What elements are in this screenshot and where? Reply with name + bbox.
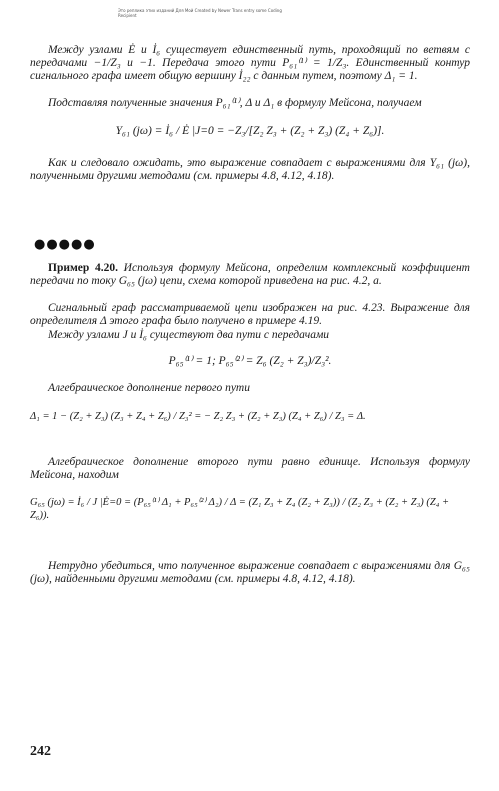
section-bullets: ●●●●●: [34, 237, 96, 252]
header-note: Это реплика этих изданий Для Мой Created by Newer Trans entry some Coding Recipient: [118, 8, 282, 18]
example-label: Пример 4.20.: [48, 262, 118, 274]
paragraph-1: Между узлами Ė и İ₆ существует единственный путь, проходящий по ветвям с передачами −1/Z₃ и −1. Передача этого пути P₆₁⁽¹⁾ = 1/Z₃. Единственный контур сигнального графа имеет общую вершину İ₂₂ с данным путем, поэтому Δ₁ = 1.: [30, 44, 470, 82]
paragraph-2: Подставляя полученные значения P₆₁⁽¹⁾, Δ и Δ₁ в формулу Мейсона, получаем: [48, 97, 422, 109]
equation-y61: Y₆₁ (jω) = İ₆ / Ė |J=0 = −Z₃/[Z₂ Z₃ + (Z₂ + Z₃) (Z₄ + Z₆)].: [115, 125, 385, 137]
paragraph-6: Между узлами J и İ₆ существуют два пути с передачами: [48, 329, 330, 341]
equation-delta1: Δ₁ = 1 − (Z₂ + Z₃) (Z₃ + Z₄ + Z₆) / Z₃² = − Z₂ Z₃ + (Z₂ + Z₃) (Z₄ + Z₆) / Z₃ = Δ.: [30, 411, 366, 422]
equation-paths: P₆₅⁽¹⁾ = 1; P₆₅⁽²⁾ = Z₆ (Z₂ + Z₃)/Z₃².: [168, 355, 332, 367]
example-text: Используя формулу Мейсона, определим комплексный коэффициент передачи по току G₆₅ (jω) цепи, схема которой приведена на рис. 4.2, а.: [30, 262, 470, 287]
paragraph-example: [30, 262, 470, 288]
page-number: 242: [30, 744, 51, 759]
paragraph-5: Сигнальный граф рассматриваемой цепи изображен на рис. 4.23. Выражение для определителя Δ этого графа было получено в примере 4.19.: [30, 302, 470, 327]
paragraph-3: Как и следовало ожидать, это выражение совпадает с выражениями для Y₆₁ (jω), полученными другими методами (см. примеры 4.8, 4.12, 4.18).: [30, 157, 470, 182]
equation-g65: G₆₅ (jω) = İ₆ / J |Ė=0 = (P₆₅⁽¹⁾ Δ₁ + P₆₅⁽²⁾ Δ₂) / Δ = (Z₁ Z₃ + Z₄ (Z₂ + Z₃)) / (Z₂ Z₃ + (Z₂ + Z₃) (Z₄ + Z₆)).: [30, 497, 450, 521]
paragraph-8: Алгебраическое дополнение второго пути равно единице. Используя формулу Мейсона, находим: [30, 456, 470, 481]
paragraph-7: Алгебраическое дополнение первого пути: [48, 382, 250, 394]
paragraph-9: Нетрудно убедиться, что полученное выражение совпадает с выражениями для G₆₅ (jω), найденными другими методами (см. примеры 4.8, 4.12, 4.18).: [30, 560, 470, 585]
